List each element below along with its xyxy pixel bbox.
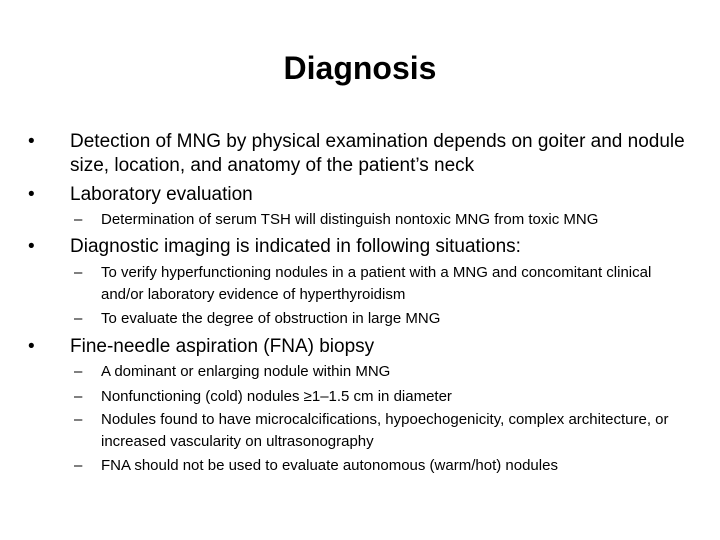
bullet-marker: • <box>28 184 35 205</box>
sub-bullet-item <box>74 209 684 231</box>
sub-bullet-item <box>74 386 684 408</box>
dash-marker: – <box>74 211 83 228</box>
sub-bullet-item <box>74 361 684 383</box>
sub-bullet-item <box>74 262 684 306</box>
sub-bullet-item <box>74 308 684 330</box>
bullet-text: Laboratory evaluation <box>70 184 253 205</box>
bullet-text: Diagnostic imaging is indicated in following situations: <box>70 236 521 257</box>
dash-marker: – <box>74 264 83 281</box>
bullet-marker: • <box>28 131 35 152</box>
dash-marker: – <box>74 388 83 405</box>
bullet-item <box>28 183 688 207</box>
dash-marker: – <box>74 310 83 327</box>
sub-bullet-text: A dominant or enlarging nodule within MNG <box>101 363 391 380</box>
bullet-marker: • <box>28 236 35 257</box>
bullet-item <box>28 235 688 259</box>
sub-bullet-text: To evaluate the degree of obstruction in large MNG <box>101 310 441 327</box>
sub-bullet-text: Determination of serum TSH will distinguish nontoxic MNG from toxic MNG <box>101 211 599 228</box>
sub-bullet-text: Nodules found to have microcalcifications, hypoechogenicity, complex architecture, or increased vascularity on ultrasonography <box>101 411 669 450</box>
sub-bullet-text: FNA should not be used to evaluate autonomous (warm/hot) nodules <box>101 457 558 474</box>
bullet-item <box>28 130 688 178</box>
dash-marker: – <box>74 363 83 380</box>
sub-bullet-item <box>74 409 684 453</box>
dash-marker: – <box>74 411 83 428</box>
bullet-marker: • <box>28 336 35 357</box>
bullet-text: Fine-needle aspiration (FNA) biopsy <box>70 336 375 357</box>
sub-bullet-item <box>74 455 684 477</box>
dash-marker: – <box>74 457 83 474</box>
sub-bullet-text: To verify hyperfunctioning nodules in a patient with a MNG and concomitant clinical and/or laboratory evidence of hyperthyroidism <box>101 264 652 303</box>
slide-title: Diagnosis <box>283 50 437 86</box>
bullet-text: Detection of MNG by physical examination depends on goiter and nodule size, location, and anatomy of the patient’s neck <box>70 131 685 176</box>
bullet-item <box>28 335 688 359</box>
sub-bullet-text: Nonfunctioning (cold) nodules ≥1–1.5 cm in diameter <box>101 388 452 405</box>
